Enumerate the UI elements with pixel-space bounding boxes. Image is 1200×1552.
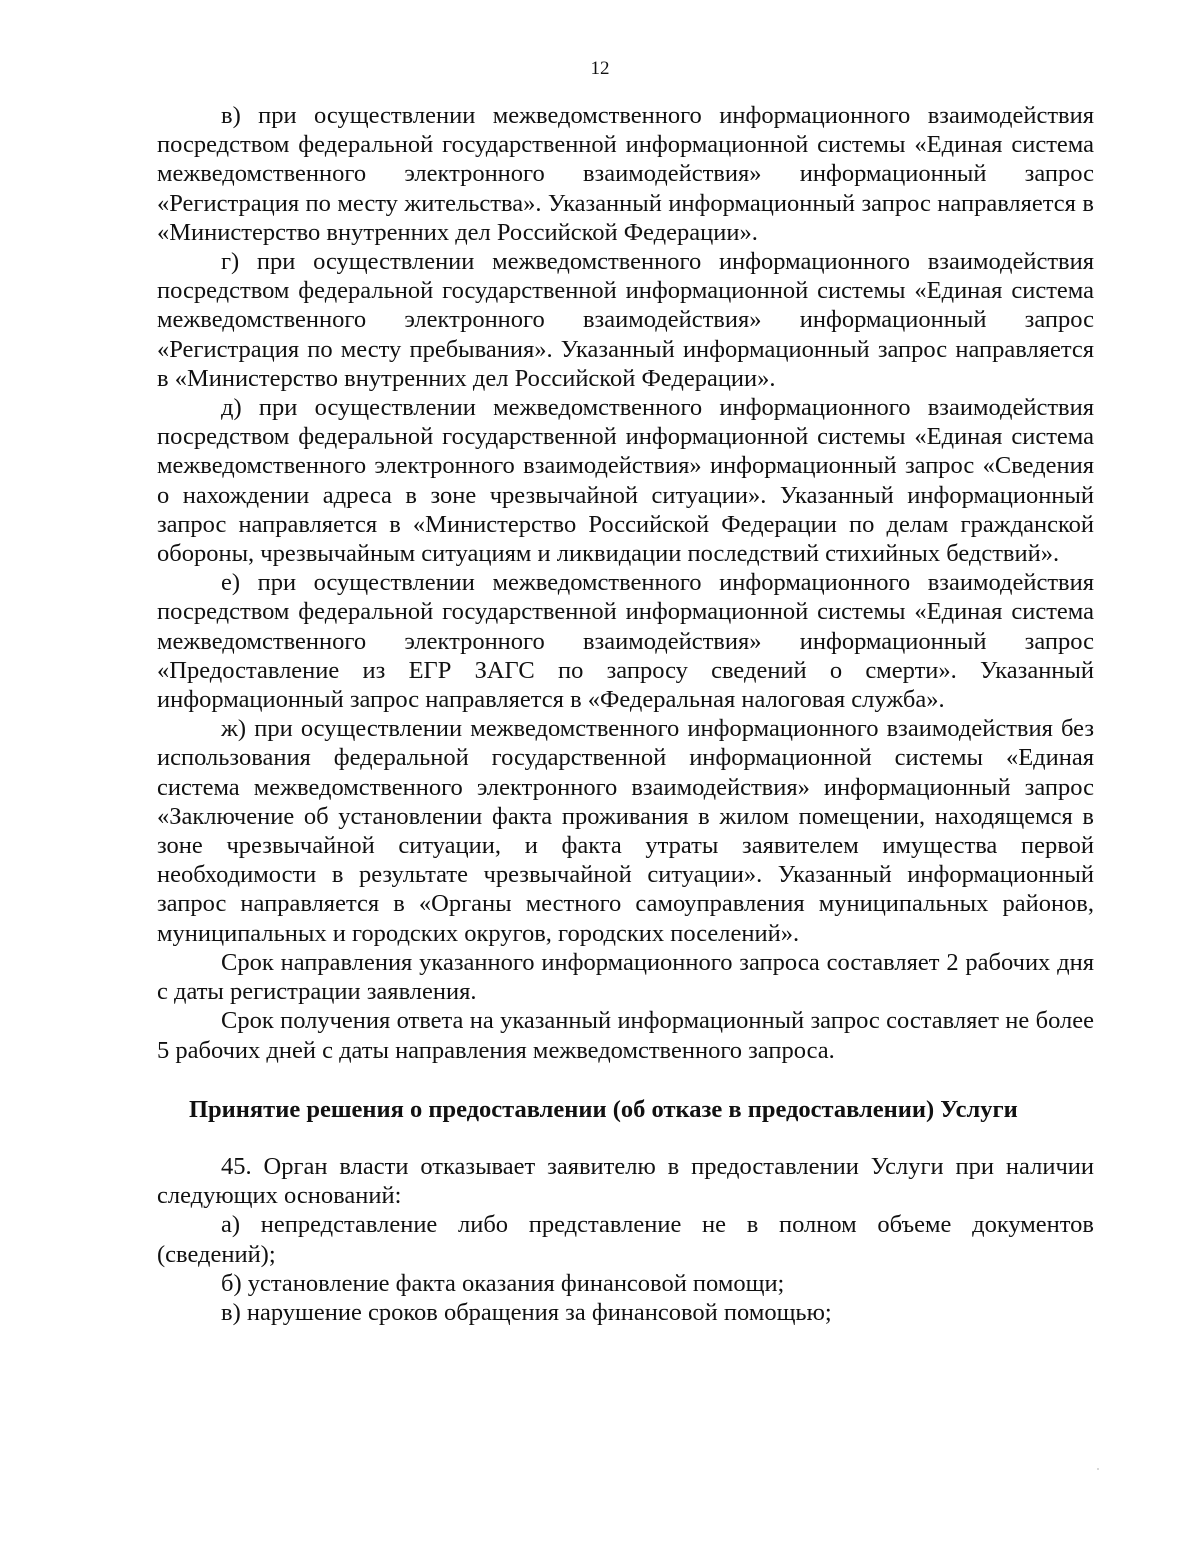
paragraph-45-a: а) непредставление либо представление не в полном объеме документов (сведений); (157, 1211, 1094, 1268)
paragraph-response-deadline: Срок получения ответа на указанный информационный запрос составляет не более 5 рабочих дней с даты направления межведомственного запроса. (157, 1007, 1094, 1064)
paragraph-zh: ж) при осуществлении межведомственного информационного взаимодействия без использования федеральной государственной информационной системы «Единая система межведомственного электронного взаимодействия» информационный запрос «Заключение об установлении факта проживания в жилом помещении, находящемся в зоне чрезвычайной ситуации, и факта утраты заявителем имущества первой необходимости в результате чрезвычайной ситуации». Указанный информационный запрос направляется в «Органы местного самоуправления муниципальных районов, муниципальных и городских округов, городских поселений». (157, 715, 1094, 947)
page-number: 12 (590, 58, 610, 79)
paragraph-45-b: б) установление факта оказания финансовой помощи; (221, 1269, 785, 1297)
paragraph-g: г) при осуществлении межведомственного информационного взаимодействия посредством федеральной государственной информационной системы «Единая система межведомственного электронного взаимодействия» информационный запрос «Регистрация по месту пребывания». Указанный информационный запрос направляется в «Министерство внутренних дел Российской Федерации». (157, 248, 1094, 392)
paragraph-v: в) при осуществлении межведомственного информационного взаимодействия посредством федеральной государственной информационной системы «Единая система межведомственного электронного взаимодействия» информационный запрос «Регистрация по месту жительства». Указанный информационный запрос направляется в «Министерство внутренних дел Российской Федерации». (157, 102, 1094, 246)
scan-speck (1097, 1468, 1099, 1470)
paragraph-d: д) при осуществлении межведомственного информационного взаимодействия посредством федеральной государственной информационной системы «Единая система межведомственного электронного взаимодействия» информационный запрос «Сведения о нахождении адреса в зоне чрезвычайной ситуации». Указанный информационный запрос направляется в «Министерство Российской Федерации по делам гражданской обороны, чрезвычайным ситуациям и ликвидации последствий стихийных бедствий». (157, 394, 1094, 568)
section-heading: Принятие решения о предоставлении (об отказе в предоставлении) Услуги (189, 1095, 1018, 1123)
paragraph-request-deadline: Срок направления указанного информационного запроса составляет 2 рабочих дня с даты регистрации заявления. (157, 948, 1094, 1006)
paragraph-e: е) при осуществлении межведомственного информационного взаимодействия посредством федеральной государственной информационной системы «Единая система межведомственного электронного взаимодействия» информационный запрос «Предоставление из ЕГР ЗАГС по запросу сведений о смерти». Указанный информационный запрос направляется в «Федеральная налоговая служба». (157, 569, 1094, 714)
paragraph-45: 45. Орган власти отказывает заявителю в предоставлении Услуги при наличии следующих оснований: (157, 1152, 1094, 1210)
paragraph-45-v: в) нарушение сроков обращения за финансовой помощью; (221, 1298, 832, 1326)
document-body (157, 101, 1094, 1327)
